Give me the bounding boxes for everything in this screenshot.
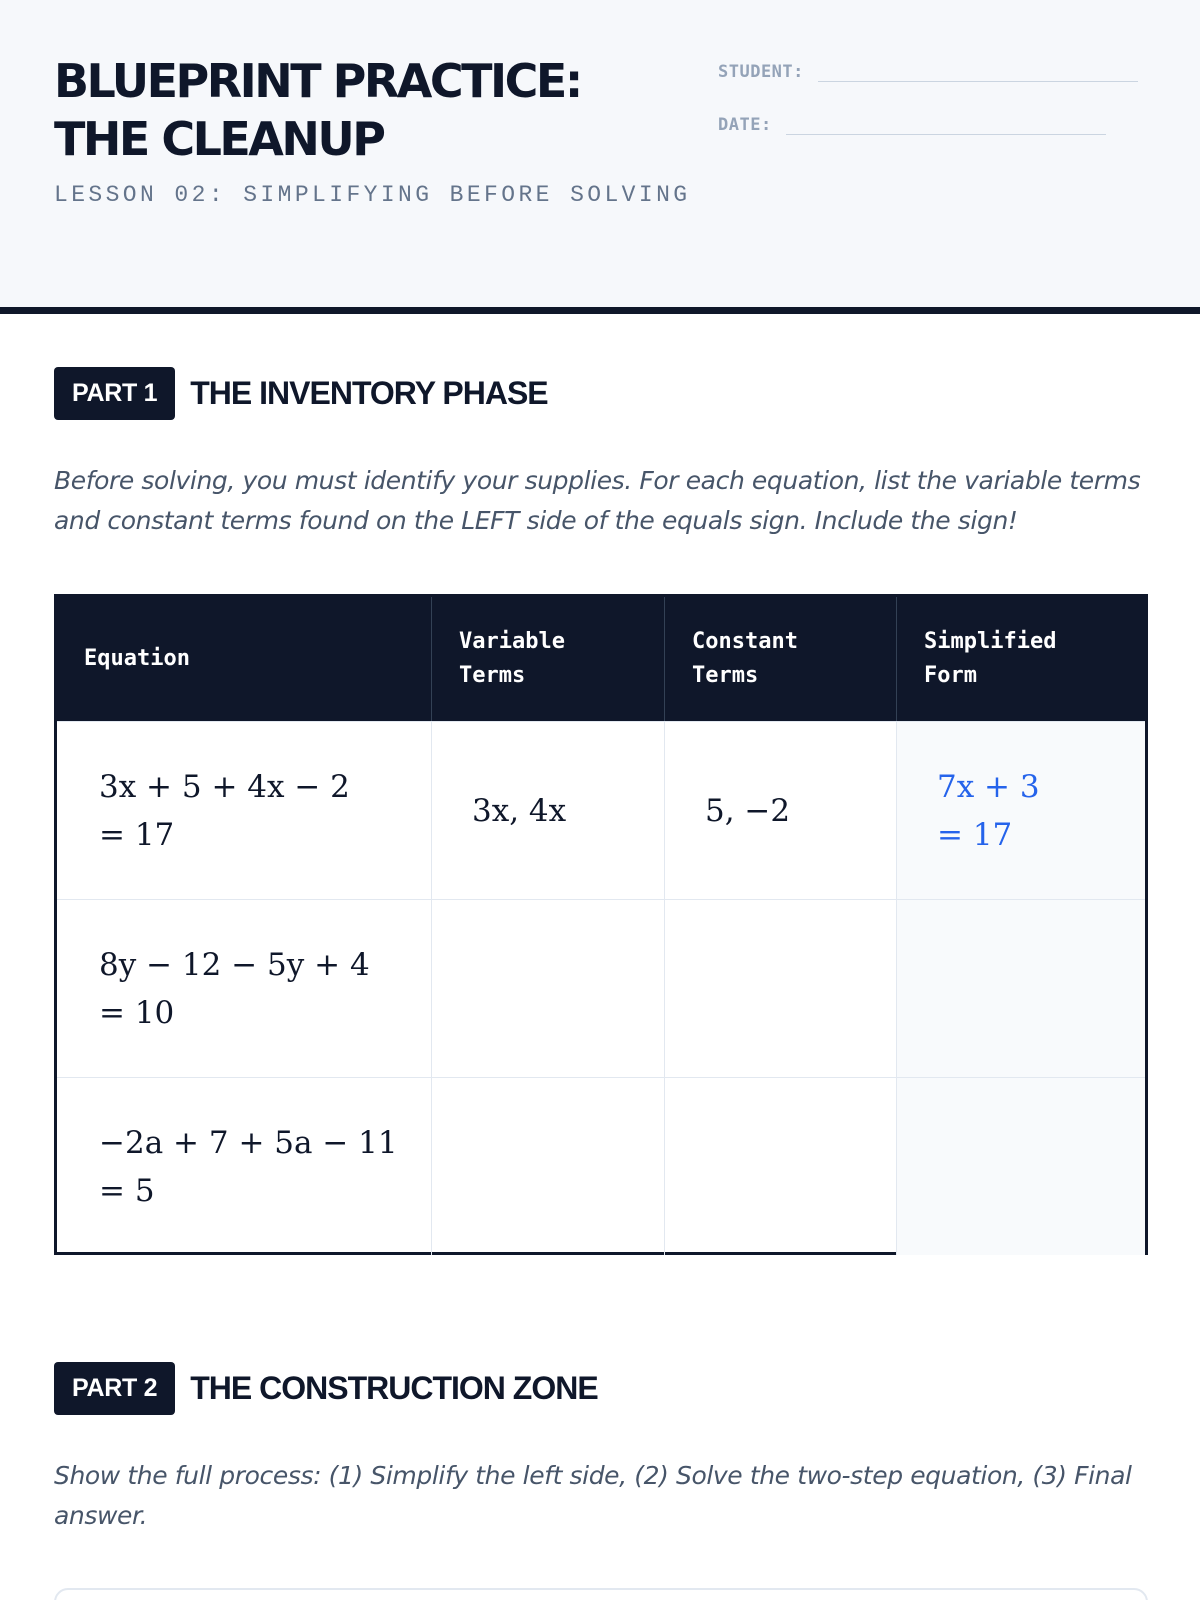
inventory-table <box>54 594 1148 1255</box>
equation-line-1: 8y − 12 − 5y + 4 <box>99 946 370 983</box>
date-label: DATE: <box>718 115 772 135</box>
header-constant-line-1: Constant <box>692 629 798 654</box>
table-header-row <box>57 597 1145 721</box>
equation-line-1: −2a + 7 + 5a − 11 <box>99 1124 398 1161</box>
simplified-form-cell[interactable] <box>897 900 1145 1077</box>
table-row <box>57 1077 1145 1255</box>
equation-cell <box>57 722 432 899</box>
header-variable-line-1: Variable <box>459 629 565 654</box>
part-1-instructions: Before solving, you must identify your supplies. For each equation, list the variable terms and constant terms found on the LEFT side of the equals sign. Include the sign! <box>54 466 1141 535</box>
header-constant-terms <box>665 597 897 721</box>
part-1-title: THE INVENTORY PHASE <box>190 375 548 411</box>
part-2-title: THE CONSTRUCTION ZONE <box>190 1370 598 1406</box>
header-constant-label <box>692 625 852 693</box>
date-field <box>718 113 1106 135</box>
simplified-line-2: = 17 <box>937 816 1013 853</box>
header-constant-line-2: Terms <box>692 663 759 688</box>
title-line-1: BLUEPRINT PRACTICE: <box>54 54 581 108</box>
variable-terms-cell[interactable] <box>432 1078 665 1255</box>
constant-terms-cell[interactable]: 5, −2 <box>665 722 897 899</box>
constant-terms-cell[interactable] <box>665 1078 897 1255</box>
part-2-heading <box>54 1362 598 1415</box>
equation-line-2: = 5 <box>99 1172 155 1209</box>
header-simplified-label <box>924 625 1084 693</box>
part-2-instructions: Show the full process: (1) Simplify the left side, (2) Solve the two-step equation, (3) Final answer. <box>54 1461 1132 1530</box>
variable-terms-cell[interactable] <box>432 900 665 1077</box>
variable-terms-cell[interactable]: 3x, 4x <box>432 722 665 899</box>
worksheet-header <box>0 0 1200 314</box>
simplified-form-cell[interactable] <box>897 722 1145 899</box>
header-simplified-form <box>897 597 1145 721</box>
table-row <box>57 899 1145 1077</box>
constant-terms-cell[interactable] <box>665 900 897 1077</box>
table-row <box>57 721 1145 899</box>
date-line[interactable] <box>786 113 1106 135</box>
simplified-form-cell[interactable] <box>897 1078 1145 1255</box>
student-name-line[interactable] <box>818 60 1138 82</box>
student-field <box>718 60 1138 82</box>
header-simplified-line-1: Simplified <box>924 629 1057 654</box>
part-2-badge: PART 2 <box>54 1362 175 1415</box>
equation-line-2: = 10 <box>99 994 175 1031</box>
header-equation-label: Equation <box>84 646 190 671</box>
lesson-subtitle: LESSON 02: SIMPLIFYING BEFORE SOLVING <box>54 182 691 208</box>
header-variable-label <box>459 625 619 693</box>
equation-line-2: = 17 <box>99 816 175 853</box>
header-variable-terms <box>432 597 665 721</box>
title-line-2: THE CLEANUP <box>54 112 384 166</box>
header-equation <box>57 597 432 721</box>
equation-cell <box>57 900 432 1077</box>
equation-cell <box>57 1078 432 1255</box>
page-title <box>54 52 694 168</box>
simplified-line-1: 7x + 3 <box>937 768 1040 805</box>
equation-line-1: 3x + 5 + 4x − 2 <box>99 768 350 805</box>
header-variable-line-2: Terms <box>459 663 526 688</box>
student-label: STUDENT: <box>718 62 804 82</box>
part-1-heading <box>54 367 548 420</box>
header-simplified-line-2: Form <box>924 663 977 688</box>
part-1-badge: PART 1 <box>54 367 175 420</box>
work-area-box[interactable] <box>54 1588 1148 1600</box>
